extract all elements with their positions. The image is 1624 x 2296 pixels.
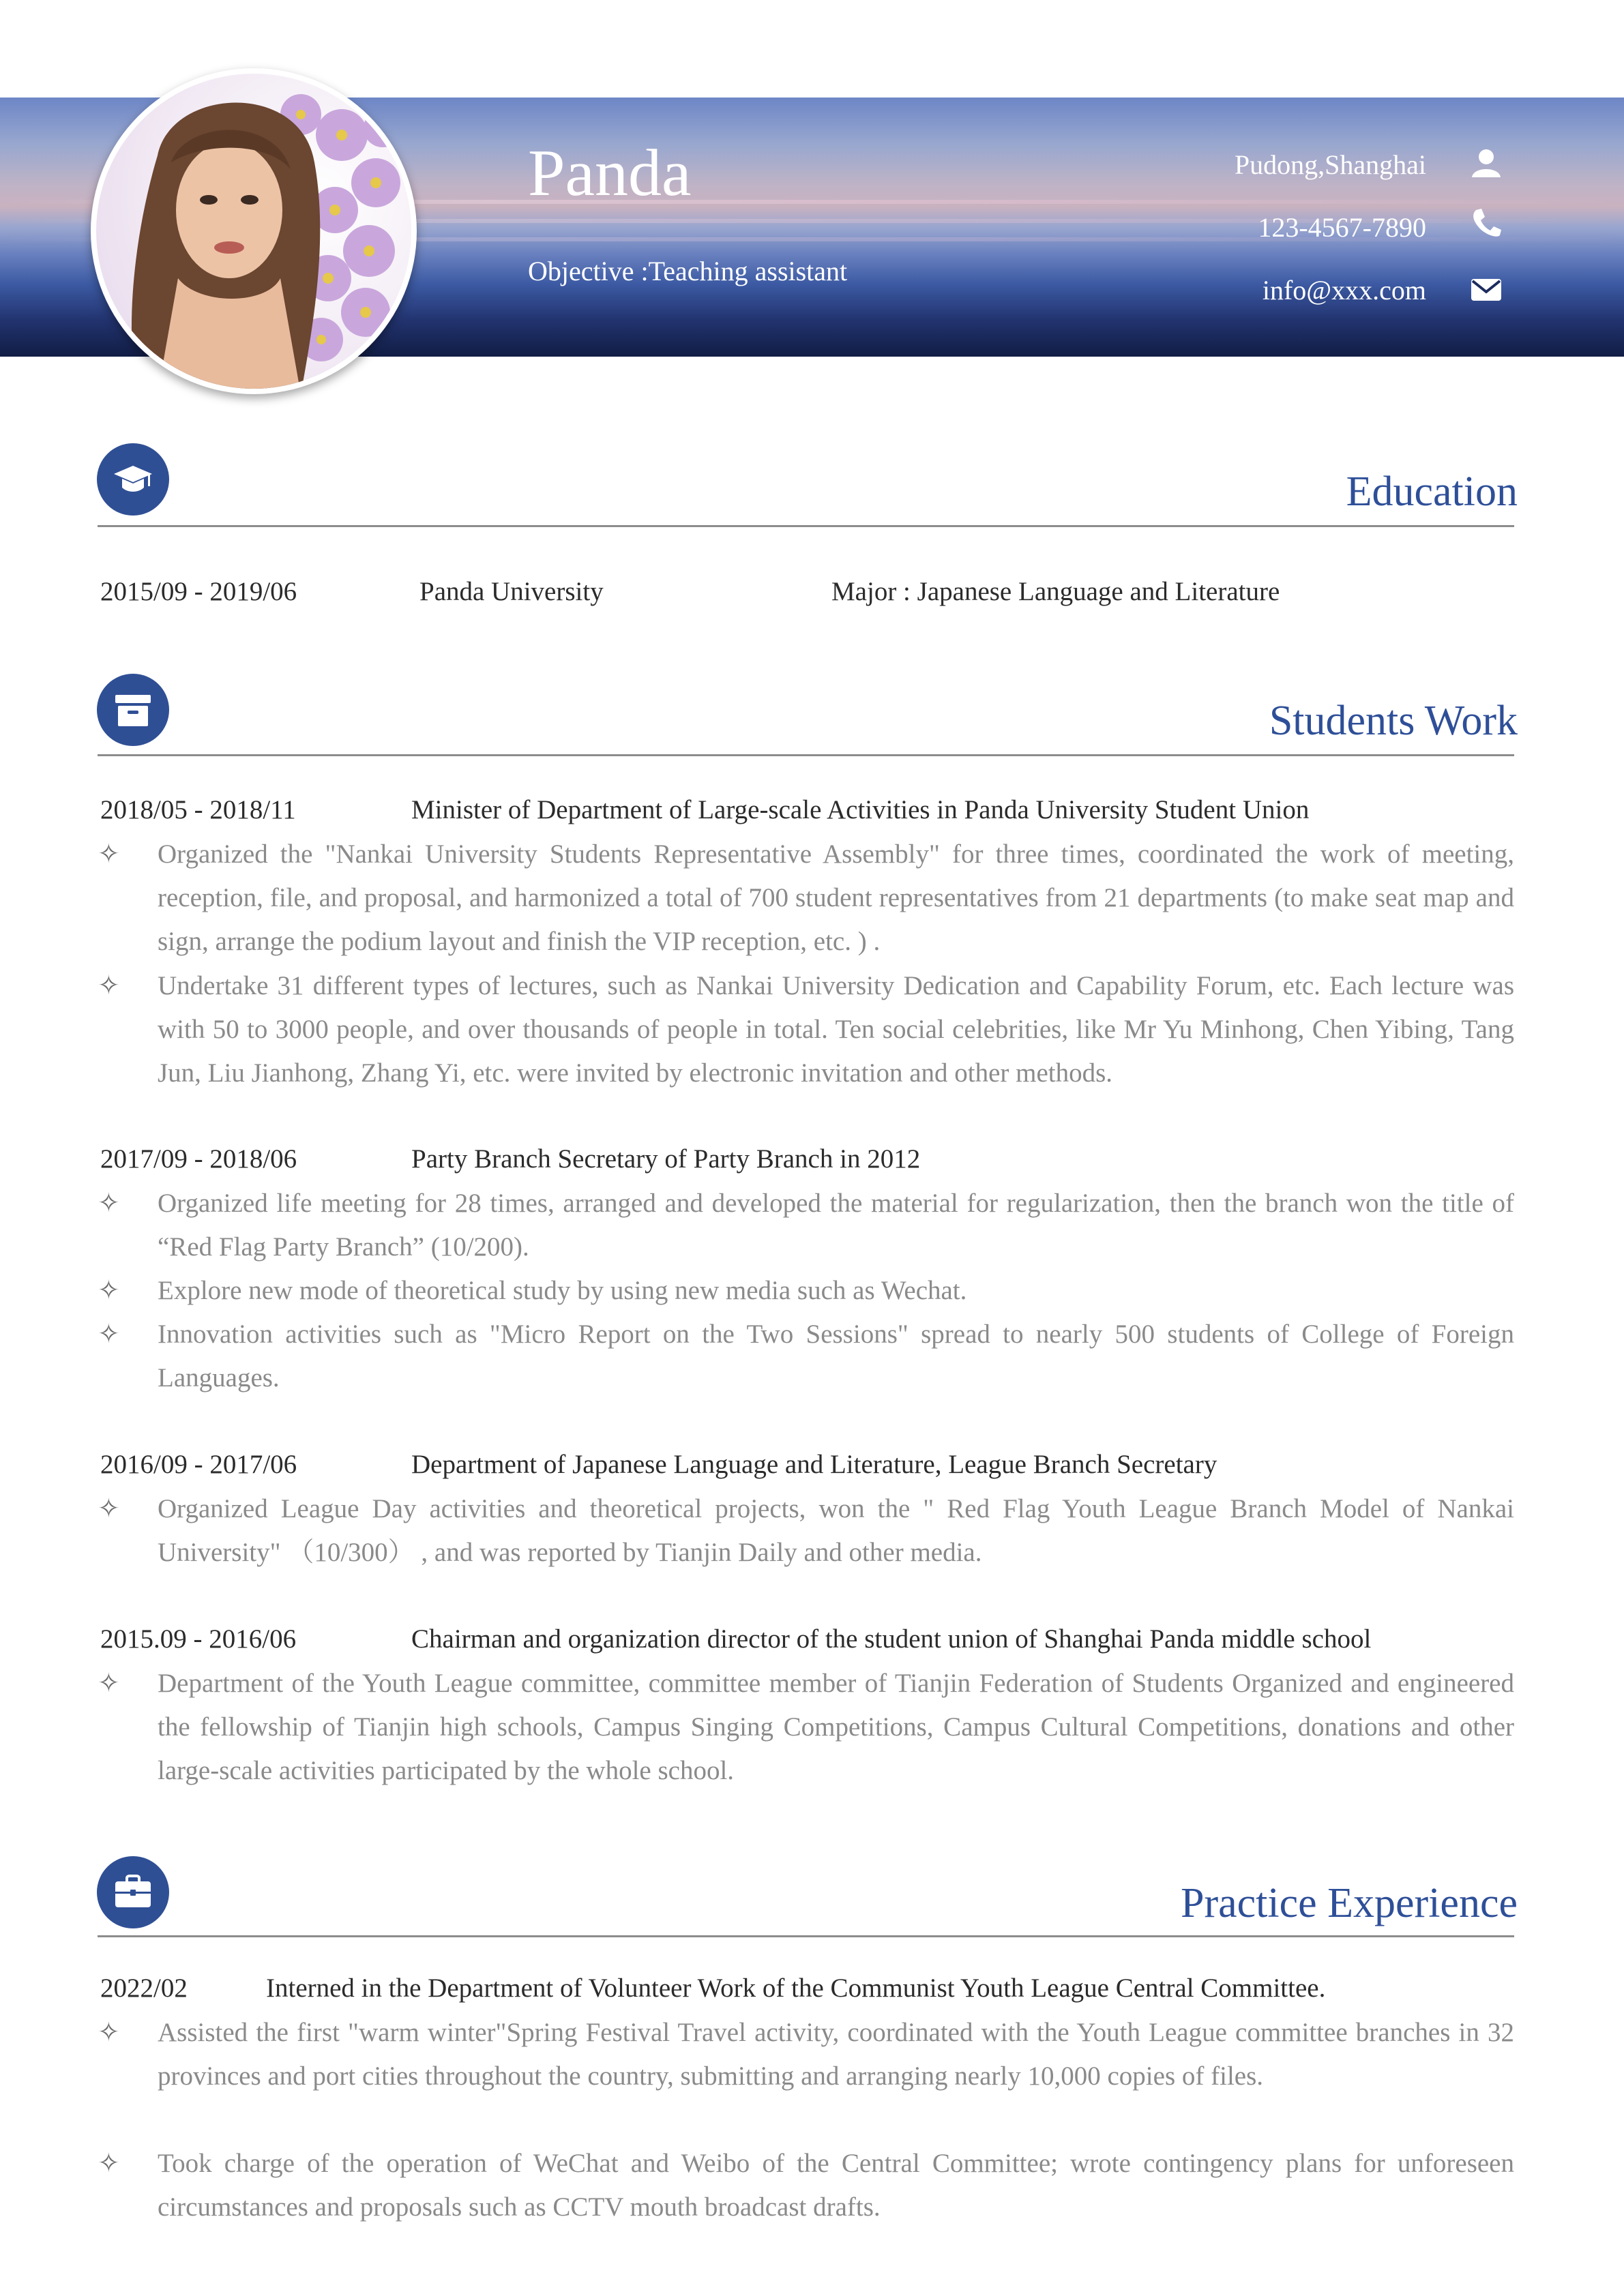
archive-box-icon <box>113 689 153 730</box>
education-school: Panda University <box>419 577 604 606</box>
section-divider <box>98 525 1514 527</box>
bullet-text: Department of the Youth League committee, committee member of Tianjin Federation of Students Organized and engineered the fellowship of Tianjin high schools, Campus Singing Competitions, Campus Cultural Competitions, donations and other large-scale activities participated by the whole school. <box>158 1669 1514 1785</box>
list-item <box>98 1313 1514 1400</box>
work-entry-role: Department of Japanese Language and Literature, League Branch Secretary <box>411 1450 1217 1479</box>
list-item <box>98 1487 1514 1575</box>
work-entry-dates: 2016/09 - 2017/06 <box>100 1450 297 1479</box>
bullet-text: Undertake 31 different types of lectures, such as Nankai University Dedication and Capability Forum, etc. Each lecture was with 50 to 3000 people, and over thousands of people in total. Ten social celebrities, like Mr Yu Minhong, Chen Yibing, Tang Jun, Liu Jianhong, Zhang Yi, etc. were invited by electronic invitation and other methods. <box>158 971 1514 1088</box>
phone-text: 123-4567-7890 <box>1258 212 1426 243</box>
education-section-badge <box>97 443 169 516</box>
bullet-text: Assisted the first "warm winter"Spring Festival Travel activity, coordinated with the Youth League committee branches in 32 provinces and port cities throughout the country, submitting and arranging nearly 10,000 copies of files. <box>158 2018 1514 2091</box>
bullet-text: Innovation activities such as "Micro Report on the Two Sessions" spread to nearly 500 students of College of Foreign Languages. <box>158 1320 1514 1392</box>
graduation-cap-icon <box>113 459 153 500</box>
location-text: Pudong,Shanghai <box>1234 149 1426 180</box>
objective-text: Objective :Teaching assistant <box>528 256 848 286</box>
bullet-text: Took charge of the operation of WeChat and Weibo of the Central Committee; wrote contingency plans for unforeseen circumstances and proposals such as CCTV mouth broadcast drafts. <box>158 2149 1514 2222</box>
bullet-text: Organized League Day activities and theoretical projects, won the " Red Flag Youth League Branch Model of Nankai University" （10/300） , and was reported by Tianjin Daily and other media. <box>158 1494 1514 1567</box>
list-item <box>98 1182 1514 1269</box>
practice-entry-role: Interned in the Department of Volunteer Work of the Communist Youth League Central Committee. <box>266 1973 1326 2003</box>
section-divider <box>98 1935 1514 1937</box>
bullet-text: Explore new mode of theoretical study by using new media such as Wechat. <box>158 1276 967 1305</box>
user-icon <box>1469 146 1503 180</box>
mail-icon <box>1469 273 1503 307</box>
phone-icon <box>1469 206 1503 240</box>
candidate-name: Panda <box>528 136 692 210</box>
work-entry-role: Chairman and organization director of the student union of Shanghai Panda middle school <box>411 1624 1372 1654</box>
bullet-star-icon: ✧ <box>98 2149 120 2178</box>
profile-photo <box>91 68 417 394</box>
portrait-illustration <box>96 74 411 389</box>
bullet-star-icon: ✧ <box>98 2018 120 2047</box>
section-title-practice-experience: Practice Experience <box>1181 1880 1518 1926</box>
list-item <box>98 1269 1514 1313</box>
education-major: Major : Japanese Language and Literature <box>831 577 1280 606</box>
email-text: info@xxx.com <box>1262 275 1426 305</box>
work-entry-role: Party Branch Secretary of Party Branch in 2012 <box>411 1144 921 1174</box>
bullet-star-icon: ✧ <box>98 1494 120 1523</box>
briefcase-icon <box>113 1872 153 1913</box>
education-dates: 2015/09 - 2019/06 <box>100 577 297 606</box>
practice-section-badge <box>97 1856 169 1928</box>
section-title-education: Education <box>1346 468 1518 515</box>
students-work-section-badge <box>97 674 169 746</box>
bullet-star-icon: ✧ <box>98 839 120 869</box>
section-divider <box>98 754 1514 756</box>
bullet-text: Organized life meeting for 28 times, arranged and developed the material for regularization, then the branch won the title of “Red Flag Party Branch” (10/200). <box>158 1189 1514 1262</box>
bullet-text: Organized the "Nankai University Students Representative Assembly" for three times, coordinated the work of meeting, reception, file, and proposal, and harmonized a total of 700 student representatives from 21 departments (to make seat map and sign, arrange the podium layout and finish the VIP reception, etc. ) . <box>158 839 1514 956</box>
work-entry-dates: 2017/09 - 2018/06 <box>100 1144 297 1174</box>
work-entry-dates: 2015.09 - 2016/06 <box>100 1624 297 1654</box>
work-entry-dates: 2018/05 - 2018/11 <box>100 795 296 824</box>
section-title-students-work: Students Work <box>1269 698 1518 744</box>
bullet-star-icon: ✧ <box>98 1320 120 1349</box>
list-item <box>98 2142 1514 2229</box>
practice-entry-dates: 2022/02 <box>100 1973 188 2003</box>
list-item <box>98 833 1514 964</box>
bullet-star-icon: ✧ <box>98 1189 120 1218</box>
list-item <box>98 1662 1514 1793</box>
list-item <box>98 964 1514 1095</box>
work-entry-role: Minister of Department of Large-scale Activities in Panda University Student Union <box>411 795 1310 824</box>
bullet-star-icon: ✧ <box>98 1669 120 1698</box>
bullet-star-icon: ✧ <box>98 971 120 1000</box>
bullet-star-icon: ✧ <box>98 1276 120 1305</box>
list-item <box>98 2011 1514 2098</box>
